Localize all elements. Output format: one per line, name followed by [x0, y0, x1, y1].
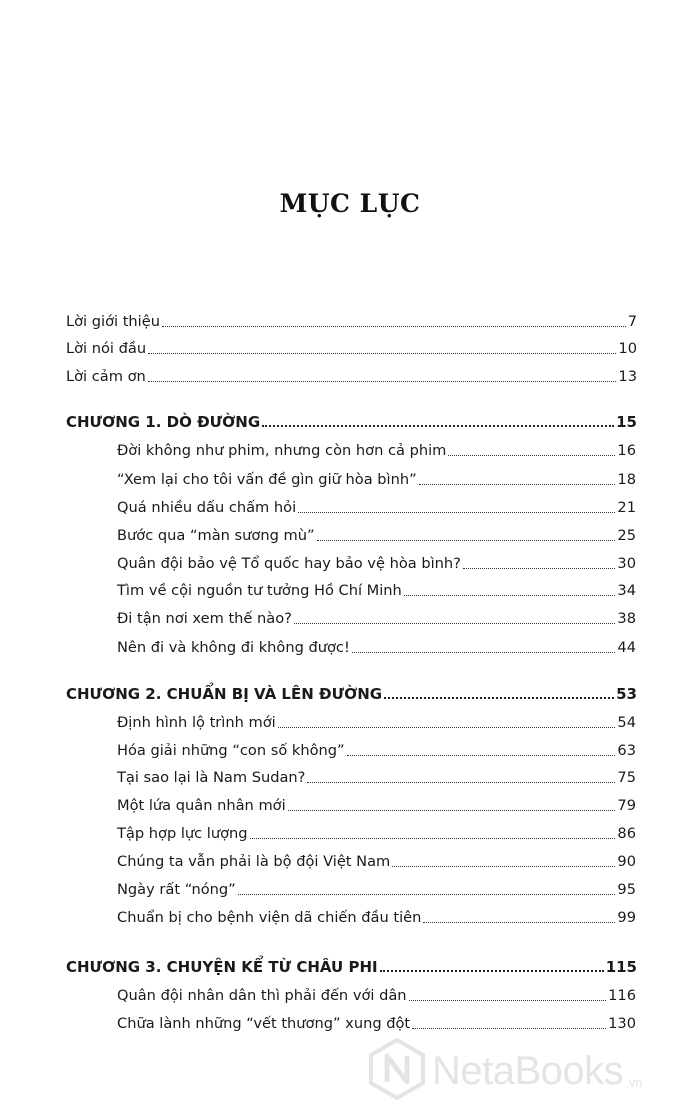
dot-leader	[262, 425, 614, 427]
dot-leader	[250, 838, 616, 839]
dot-leader	[409, 1000, 607, 1001]
toc-section-label: Đi tận nơi xem thế nào?	[117, 610, 292, 627]
dot-leader	[148, 353, 616, 354]
toc-section-label: Một lứa quân nhân mới	[117, 797, 286, 814]
toc-section[interactable]	[117, 606, 636, 628]
toc-section-label: Đời không như phim, nhưng còn hơn cả phim	[117, 442, 447, 459]
toc-section-page: 38	[617, 610, 636, 627]
dot-leader	[162, 326, 626, 327]
toc-section-label: Hóa giải những “con số không”	[117, 742, 345, 759]
dot-leader	[352, 652, 616, 653]
toc-section-label: Bước qua “màn sương mù”	[117, 527, 315, 544]
dot-leader	[347, 755, 616, 756]
toc-section[interactable]	[117, 793, 636, 815]
toc-section[interactable]	[117, 551, 636, 573]
toc-section-page: 16	[617, 442, 636, 459]
toc-chapter-page: 15	[616, 413, 637, 431]
toc-entry-label: Lời giới thiệu	[66, 313, 160, 330]
toc-section-label: Nên đi và không đi không được!	[117, 639, 350, 656]
dot-leader	[412, 1028, 606, 1029]
toc-section-label: Chúng ta vẫn phải là bộ đội Việt Nam	[117, 853, 391, 870]
toc-chapter[interactable]	[66, 681, 637, 703]
toc-chapter-title: CHƯƠNG 3. CHUYỆN KỂ TỪ CHÂU PHI	[66, 958, 378, 976]
toc-section-label: Chuẩn bị cho bệnh viện dã chiến đầu tiên	[117, 909, 422, 926]
dot-leader	[298, 512, 615, 513]
toc-entry-page: 13	[618, 368, 637, 385]
toc-section-page: 34	[617, 582, 636, 599]
dot-leader	[148, 381, 617, 382]
toc-section[interactable]	[117, 738, 636, 760]
toc-section[interactable]	[117, 905, 636, 927]
toc-section-label: Tìm về cội nguồn tư tưởng Hồ Chí Minh	[117, 582, 402, 599]
toc-section-label: Định hình lộ trình mới	[117, 714, 276, 731]
watermark	[368, 1040, 643, 1102]
toc-entry[interactable]	[66, 336, 637, 358]
toc-section-page: 44	[617, 639, 636, 656]
toc-section-label: Tập hợp lực lượng	[117, 825, 248, 842]
dot-leader	[404, 595, 616, 596]
toc-section-page: 63	[617, 742, 636, 759]
toc-section-page: 18	[617, 471, 636, 488]
toc-section[interactable]	[117, 765, 636, 787]
toc-section-label: Quá nhiều dấu chấm hỏi	[117, 499, 297, 516]
toc-chapter-title: CHƯƠNG 2. CHUẨN BỊ VÀ LÊN ĐƯỜNG	[66, 685, 383, 703]
toc-section[interactable]	[117, 523, 636, 545]
toc-section[interactable]	[117, 1011, 636, 1033]
toc-chapter[interactable]	[66, 409, 637, 431]
toc-chapter-title: CHƯƠNG 1. DÒ ĐƯỜNG	[66, 413, 261, 431]
toc-section[interactable]	[117, 467, 636, 489]
dot-leader	[392, 866, 615, 867]
watermark-suffix: .vn	[625, 1075, 643, 1090]
dot-leader	[380, 970, 604, 972]
toc-section-page: 86	[617, 825, 636, 842]
toc-section-label: Quân đội bảo vệ Tổ quốc hay bảo vệ hòa bình?	[117, 555, 461, 572]
toc-section-page: 54	[617, 714, 636, 731]
toc-section-page: 116	[608, 987, 636, 1004]
dot-leader	[419, 484, 616, 485]
toc-entry[interactable]	[66, 309, 637, 331]
dot-leader	[278, 727, 616, 728]
toc-entry-label: Lời cảm ơn	[66, 368, 146, 385]
toc-chapter-page: 115	[605, 958, 637, 976]
toc-entry-page: 10	[618, 340, 637, 357]
toc-section-label: Chữa lành những “vết thương” xung đột	[117, 1015, 411, 1032]
toc-entry[interactable]	[66, 364, 637, 386]
toc-section-page: 95	[617, 881, 636, 898]
toc-section[interactable]	[117, 495, 636, 517]
dot-leader	[288, 810, 616, 811]
toc-section-page: 25	[617, 527, 636, 544]
dot-leader	[463, 568, 616, 569]
toc-entry-label: Lời nói đầu	[66, 340, 147, 357]
toc-section-page: 130	[608, 1015, 636, 1032]
toc-section-page: 90	[617, 853, 636, 870]
dot-leader	[448, 455, 615, 456]
toc-section-label: Ngày rất “nóng”	[117, 881, 236, 898]
toc-section-page: 21	[617, 499, 636, 516]
toc-section-label: “Xem lại cho tôi vấn đề gìn giữ hòa bình”	[117, 471, 417, 488]
dot-leader	[238, 894, 616, 895]
toc-section[interactable]	[117, 438, 636, 460]
toc-section-label: Quân đội nhân dân thì phải đến với dân	[117, 987, 407, 1004]
dot-leader	[317, 540, 616, 541]
toc-section[interactable]	[117, 821, 636, 843]
dot-leader	[307, 782, 615, 783]
dot-leader	[384, 697, 614, 699]
toc-section[interactable]	[117, 877, 636, 899]
toc-section-page: 79	[617, 797, 636, 814]
dot-leader	[294, 623, 616, 624]
page-title: MỤC LỤC	[279, 188, 421, 218]
watermark-brand: NetaBooks	[432, 1048, 624, 1093]
toc-section-page: 99	[617, 909, 636, 926]
toc-section-label: Tại sao lại là Nam Sudan?	[117, 769, 306, 786]
netabooks-logo-icon	[368, 1038, 426, 1104]
toc-section[interactable]	[117, 849, 636, 871]
toc-section[interactable]	[117, 578, 636, 600]
toc-section[interactable]	[117, 710, 636, 732]
toc-entry-page: 7	[627, 313, 637, 330]
toc-chapter-page: 53	[616, 685, 637, 703]
toc-chapter[interactable]	[66, 954, 637, 976]
toc-section-page: 30	[617, 555, 636, 572]
dot-leader	[423, 922, 615, 923]
toc-section[interactable]	[117, 983, 636, 1005]
toc-section-page: 75	[617, 769, 636, 786]
toc-section[interactable]	[117, 635, 636, 657]
